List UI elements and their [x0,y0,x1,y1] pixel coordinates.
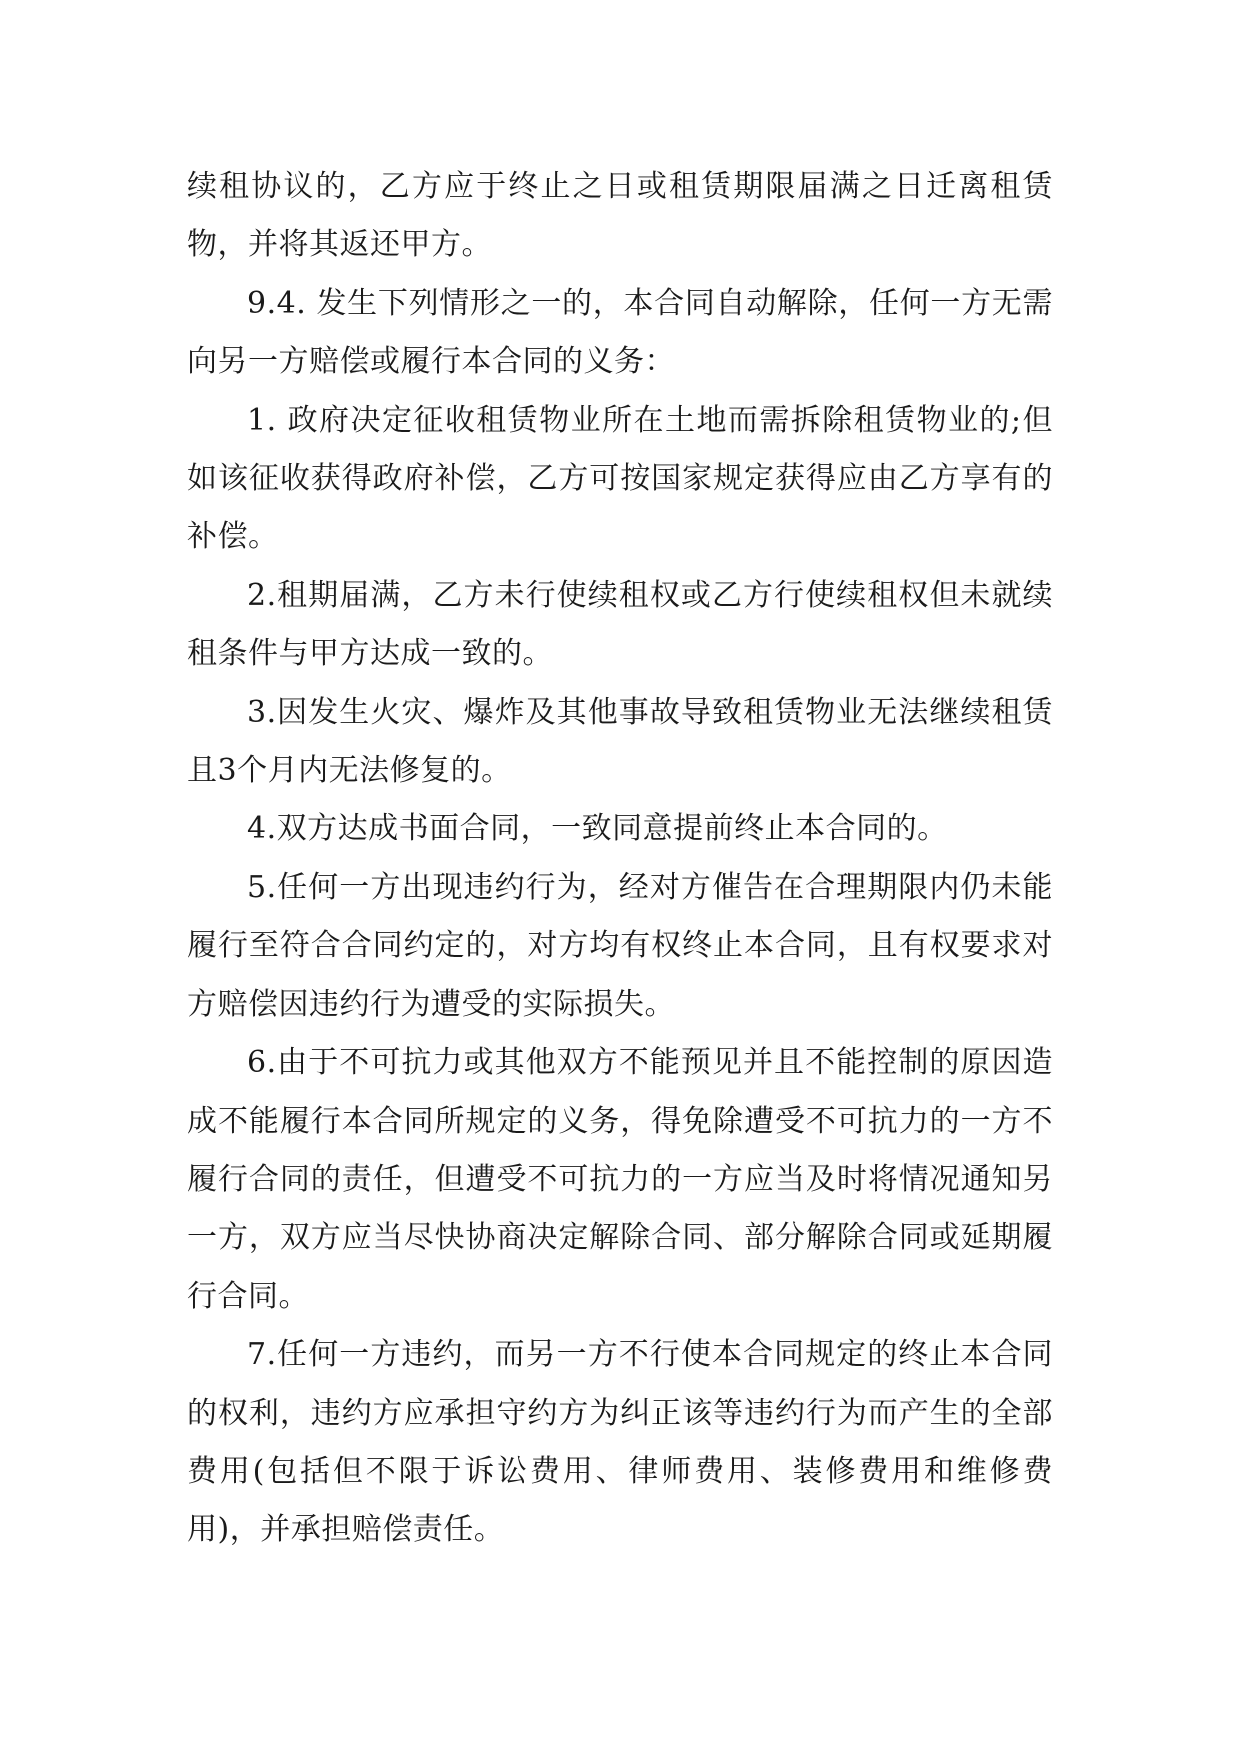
paragraph-item-7: 7.任何一方违约，而另一方不行使本合同规定的终止本合同的权利，违约方应承担守约方为纠正该等违约行为而产生的全部费用(包括但不限于诉讼费用、律师费用、装修费用和维修费用)，并承担赔偿责任。 [187,1337,1053,1548]
paragraph-item-5: 5.任何一方出现违约行为，经对方催告在合理期限内仍未能履行至符合合同约定的，对方均有权终止本合同，且有权要求对方赔偿因违约行为遭受的实际损失。 [187,869,1053,1022]
paragraph-item-3: 3.因发生火灾、爆炸及其他事故导致租赁物业无法继续租赁且3个月内无法修复的。 [187,694,1053,789]
paragraph-item-4: 4.双方达成书面合同，一致同意提前终止本合同的。 [247,811,948,847]
document-body [187,158,1053,1560]
paragraph-continuation: 续租协议的，乙方应于终止之日或租赁期限届满之日迁离租赁物，并将其返还甲方。 [187,169,1053,263]
paragraph-item-1: 1. 政府决定征收租赁物业所在土地而需拆除租赁物业的;但如该征收获得政府补偿，乙方可按国家规定获得应由乙方享有的补偿。 [187,402,1053,555]
paragraph-item-2: 2.租期届满，乙方未行使续租权或乙方行使续租权但未就续租条件与甲方达成一致的。 [187,577,1053,672]
paragraph-item-6: 6.由于不可抗力或其他双方不能预见并且不能控制的原因造成不能履行本合同所规定的义务，得免除遭受不可抗力的一方不履行合同的责任，但遭受不可抗力的一方应当及时将情况通知另一方，双方应当尽快协商决定解除合同、部分解除合同或延期履行合同。 [187,1045,1053,1314]
paragraph-9-4: 9.4. 发生下列情形之一的，本合同自动解除，任何一方无需向另一方赔偿或履行本合同的义务： [187,285,1053,380]
